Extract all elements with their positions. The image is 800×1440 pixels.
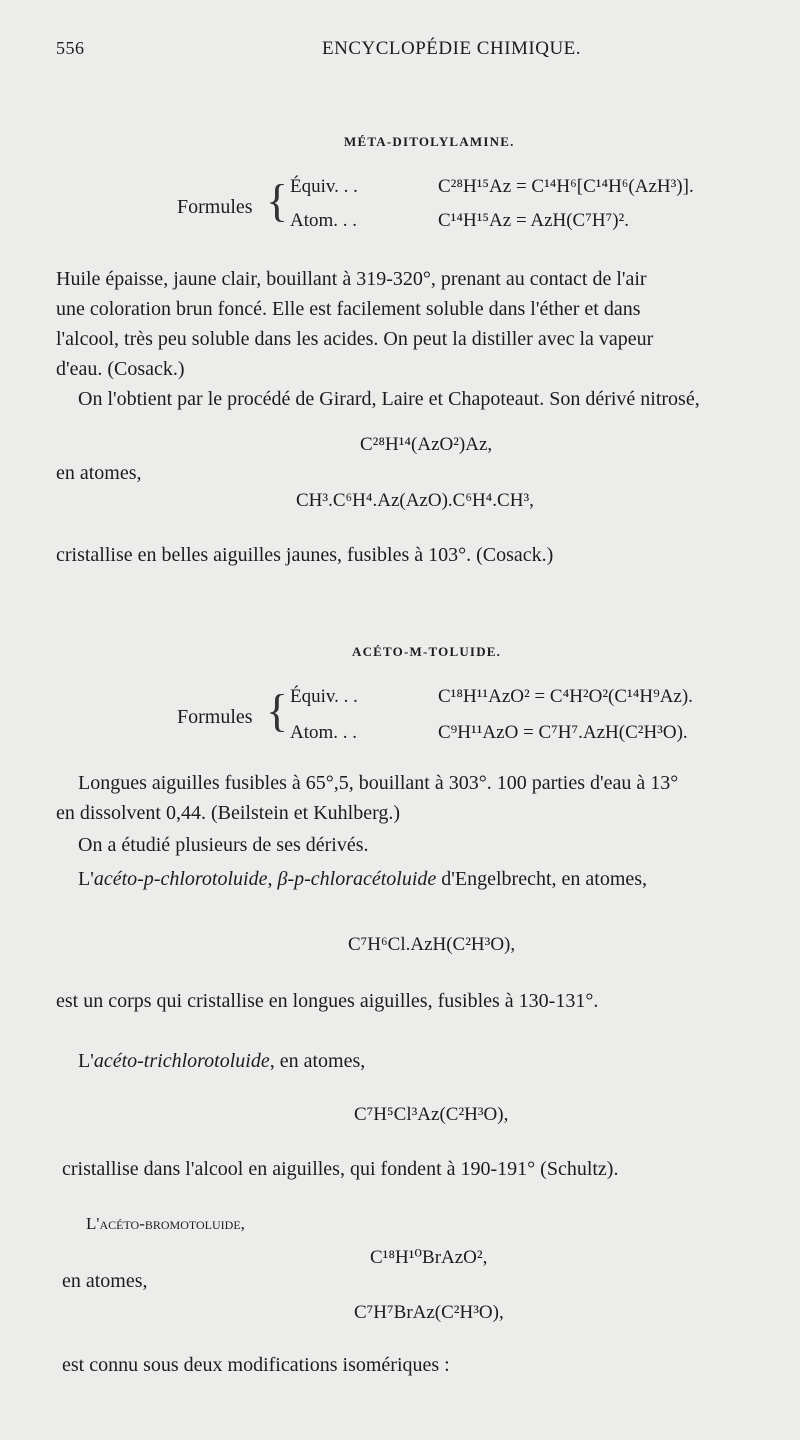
atom-formula: C⁹H¹¹AzO = C⁷H⁷.AzH(C²H³O). — [438, 722, 688, 743]
formulas-label: Formules — [177, 706, 253, 728]
brace-icon: { — [266, 685, 289, 736]
en-atomes-text: en atomes, — [56, 462, 142, 484]
trichloro-description: cristallise dans l'alcool en aiguilles, qui fondent à 190-191° (Schultz). — [62, 1158, 619, 1180]
chloro-alt-name: β-p-chloracétoluide — [277, 868, 437, 890]
bromo-atom-formula: C⁷H⁷BrAz(C²H³O), — [354, 1302, 504, 1323]
formulas-label: Formules — [177, 196, 253, 218]
chloro-formula: C⁷H⁶Cl.AzH(C²H³O), — [348, 934, 516, 955]
equiv-formula: C²⁸H¹⁵Az = C¹⁴H⁶[C¹⁴H⁶(AzH³)]. — [438, 176, 694, 197]
atom-label: Atom. . . — [290, 210, 358, 231]
trichloro-prefix: L' — [78, 1050, 94, 1072]
trichloro-formula: C⁷H⁵Cl³Az(C²H³O), — [354, 1104, 509, 1125]
page-number: 556 — [56, 38, 85, 58]
section-title-meta-ditolylamine: MÉTA-DITOLYLAMINE. — [344, 134, 515, 149]
en-atomes-text: en atomes, — [62, 1270, 148, 1292]
nitroso-formula: C²⁸H¹⁴(AzO²)Az, — [360, 434, 493, 455]
atom-label: Atom. . . — [290, 722, 358, 743]
equiv-formula: C¹⁸H¹¹AzO² = C⁴H²O²(C¹⁴H⁹Az). — [438, 686, 693, 707]
paragraph: cristallise en belles aiguilles jaunes, fusibles à 103°. (Cosack.) — [56, 544, 554, 566]
nitroso-atom-formula: CH³.C⁶H⁴.Az(AzO).C⁶H⁴.CH³, — [296, 490, 534, 511]
chloro-name: acéto-p-chlorotoluide — [93, 868, 268, 890]
trichloro-suffix: , en atomes, — [269, 1050, 366, 1072]
paragraph-line: l'alcool, très peu soluble dans les acides. On peut la distiller avec la vapeur — [56, 328, 654, 350]
chloro-prefix: L' — [78, 868, 94, 890]
atom-formula: C¹⁴H¹⁵Az = AzH(C⁷H⁷)². — [438, 210, 629, 231]
section-title-aceto-m-toluide: ACÉTO-M-TOLUIDE. — [352, 644, 502, 659]
paragraph-line: en dissolvent 0,44. (Beilstein et Kuhlberg.) — [56, 802, 401, 824]
paragraph: On a étudié plusieurs de ses dérivés. — [78, 834, 369, 856]
chloro-intro — [78, 868, 647, 891]
equiv-label: Équiv. . . — [290, 686, 358, 707]
bromo-formula: C¹⁸H¹⁰BrAzO², — [370, 1247, 488, 1268]
paragraph-line: Longues aiguilles fusibles à 65°,5, bouillant à 303°. 100 parties d'eau à 13° — [78, 772, 679, 794]
brace-icon: { — [266, 175, 289, 226]
paragraph-line: d'eau. (Cosack.) — [56, 358, 185, 380]
paragraph-line: une coloration brun foncé. Elle est facilement soluble dans l'éther et dans — [56, 298, 641, 320]
chloro-mid: , — [267, 868, 278, 890]
bromo-title: L'acéto-bromotoluide, — [86, 1214, 245, 1233]
trichloro-name: acéto-trichlorotoluide — [93, 1050, 270, 1072]
paragraph-line: Huile épaisse, jaune clair, bouillant à 319-320°, prenant au contact de l'air — [56, 268, 647, 290]
running-title: ENCYCLOPÉDIE CHIMIQUE. — [322, 38, 582, 59]
trichloro-intro — [78, 1050, 365, 1073]
paragraph: On l'obtient par le procédé de Girard, Laire et Chapoteaut. Son dérivé nitrosé, — [78, 388, 700, 410]
equiv-label: Équiv. . . — [290, 176, 358, 197]
chloro-suffix: d'Engelbrecht, en atomes, — [436, 868, 648, 890]
final-sentence: est connu sous deux modifications isomériques : — [62, 1354, 450, 1376]
chloro-description: est un corps qui cristallise en longues aiguilles, fusibles à 130-131°. — [56, 990, 599, 1012]
